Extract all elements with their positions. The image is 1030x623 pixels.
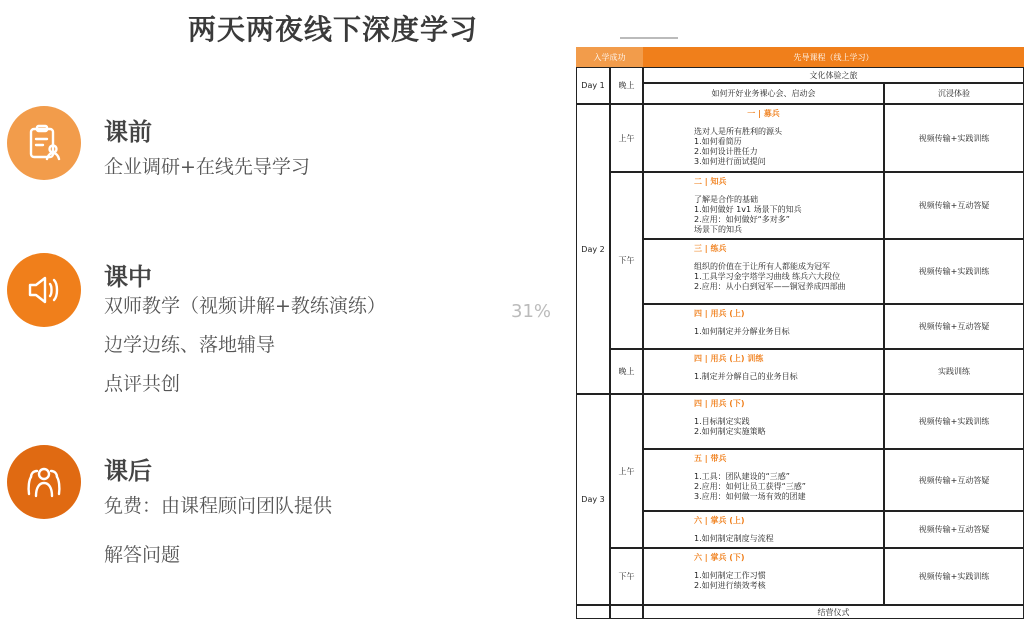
day1-content: 如何开好业务裸心会、启动会 — [643, 83, 884, 104]
in-class-badge — [7, 253, 81, 327]
lesson-line: 1.如何做好 1v1 场景下的知兵 — [694, 205, 802, 214]
culture-row: 文化体验之旅 — [643, 67, 1024, 83]
lesson-head: 六 | 掌兵 (上) — [694, 516, 745, 525]
lesson-line: 场景下的知兵 — [694, 225, 742, 234]
method-cell: 视频传输+互动答疑 — [884, 172, 1024, 239]
lesson-cell — [643, 449, 884, 511]
method-cell: 视频传输+互动答疑 — [884, 304, 1024, 349]
lesson-head: 一 | 募兵 — [747, 109, 780, 118]
lesson-line: 1.如何看简历 — [694, 137, 742, 146]
section-title-during: 课中 — [104, 263, 152, 291]
clipboard-user-icon — [23, 122, 65, 164]
lesson-line: 选对人是所有胜利的源头 — [694, 127, 782, 136]
lesson-head: 六 | 掌兵 (下) — [694, 553, 745, 562]
lesson-line: 1.工具学习金字塔学习曲线 练兵六大段位 — [694, 272, 841, 281]
time-label: 下午 — [610, 548, 643, 605]
lesson-line: 1.如何制定工作习惯 — [694, 571, 766, 580]
method-cell: 视频传输+实践训练 — [884, 239, 1024, 304]
section-title-after: 课后 — [104, 457, 152, 485]
lesson-head: 四 | 用兵 (上) 训练 — [694, 354, 764, 363]
time-label: 晚上 — [610, 67, 643, 104]
divider — [620, 37, 678, 39]
method-cell: 视频传输+实践训练 — [884, 394, 1024, 449]
lesson-cell — [643, 172, 884, 239]
team-icon — [23, 461, 65, 503]
lesson-line: 1.制定并分解自己的业务目标 — [694, 372, 798, 381]
lesson-cell — [643, 104, 884, 172]
lesson-head: 二 | 知兵 — [694, 177, 727, 186]
section-line: 免费：由课程顾问团队提供 — [104, 495, 333, 517]
schedule-table — [576, 47, 1024, 619]
lesson-line: 1.如何制定并分解业务目标 — [694, 327, 790, 336]
method-cell: 视频传输+实践训练 — [884, 548, 1024, 605]
zoom-percent: 31% — [511, 301, 552, 322]
day-label: Day 1 — [576, 67, 610, 104]
lesson-cell — [643, 304, 884, 349]
section-line: 企业调研+在线先导学习 — [104, 156, 310, 178]
lesson-line: 2.如何制定实施策略 — [694, 427, 766, 436]
closing-ceremony: 结营仪式 — [643, 605, 1024, 619]
lesson-line: 3.如何进行面试提问 — [694, 157, 766, 166]
time-label: 晚上 — [610, 349, 643, 394]
lesson-head: 五 | 带兵 — [694, 454, 727, 463]
section-line: 解答问题 — [104, 544, 181, 566]
page-title: 两天两夜线下深度学习 — [188, 13, 479, 46]
lesson-line: 了解是合作的基础 — [694, 195, 758, 204]
header-precourse: 先导课程（线上学习） — [643, 47, 1024, 67]
section-title-before: 课前 — [104, 118, 152, 146]
after-class-badge — [7, 445, 81, 519]
day-label: Day 3 — [576, 394, 610, 605]
lesson-line: 组织的价值在于让所有人都能成为冠军 — [694, 262, 830, 271]
lesson-cell — [643, 394, 884, 449]
lesson-line: 2.如何进行绩效考核 — [694, 581, 766, 590]
method-cell: 视频传输+互动答疑 — [884, 449, 1024, 511]
before-class-badge — [7, 106, 81, 180]
method-cell: 视频传输+互动答疑 — [884, 511, 1024, 548]
lesson-cell — [643, 511, 884, 548]
lesson-cell — [643, 548, 884, 605]
speaker-icon — [23, 269, 65, 311]
time-label: 上午 — [610, 394, 643, 548]
lesson-line: 2.应用：如何做好“多对多” — [694, 215, 790, 224]
lesson-head: 三 | 练兵 — [694, 244, 727, 253]
blank-cell — [610, 605, 643, 619]
lesson-line: 1.如何制定制度与流程 — [694, 534, 774, 543]
method-cell: 视频传输+实践训练 — [884, 104, 1024, 172]
time-label: 上午 — [610, 104, 643, 172]
section-line: 双师教学（视频讲解+教练演练） — [104, 295, 386, 317]
header-enrolled: 入学成功 — [576, 47, 643, 67]
day-label: Day 2 — [576, 104, 610, 394]
lesson-head: 四 | 用兵 (下) — [694, 399, 745, 408]
lesson-line: 3.应用：如何做一场有效的团建 — [694, 492, 806, 501]
section-line: 点评共创 — [104, 373, 181, 395]
lesson-line: 2.应用：如何让员工获得“三感” — [694, 482, 806, 491]
lesson-line: 1.工具：团队建设的“三感” — [694, 472, 790, 481]
method-cell: 实践训练 — [884, 349, 1024, 394]
blank-cell — [576, 605, 610, 619]
day1-method: 沉浸体验 — [884, 83, 1024, 104]
lesson-line: 2.如何设计胜任力 — [694, 147, 758, 156]
lesson-cell — [643, 349, 884, 394]
time-label: 下午 — [610, 172, 643, 349]
lesson-head: 四 | 用兵 (上) — [694, 309, 745, 318]
lesson-line: 2.应用：从小白到冠军——铜冠养成四部曲 — [694, 282, 846, 291]
lesson-line: 1.目标制定实践 — [694, 417, 750, 426]
lesson-cell — [643, 239, 884, 304]
section-line: 边学边练、落地辅导 — [104, 334, 276, 356]
